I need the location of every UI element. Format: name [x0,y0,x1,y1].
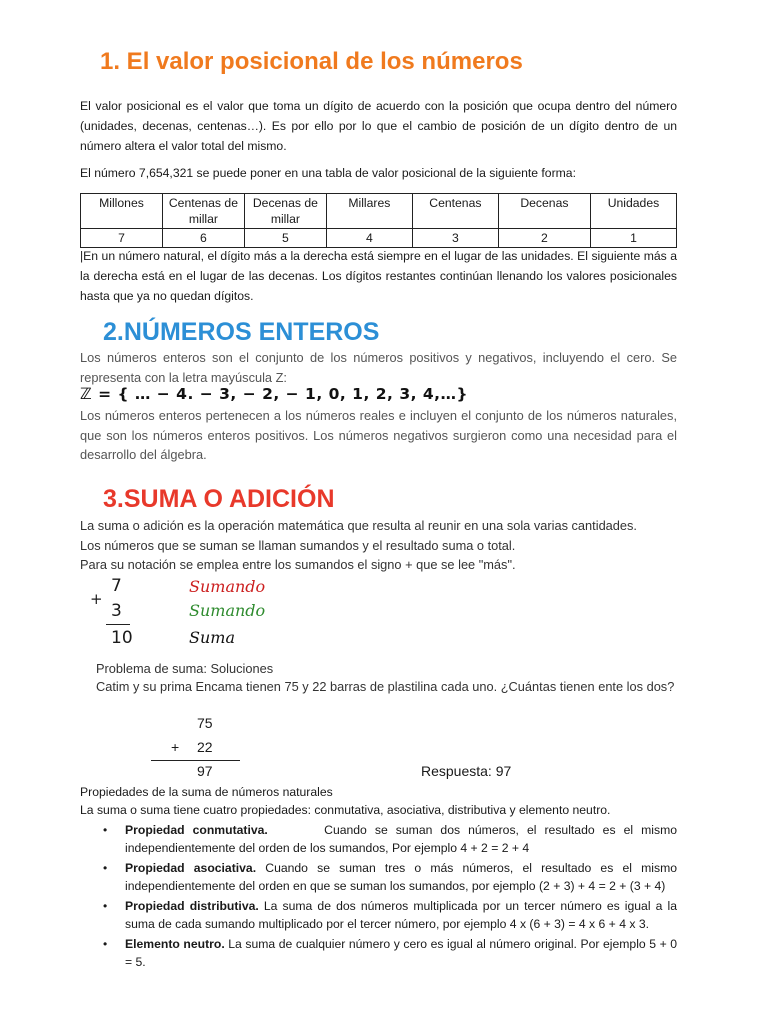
table-header-row [81,194,677,229]
sum-line [106,624,130,625]
problem-plus-sign: + [171,739,180,755]
addend-1-label: Sumando [189,577,266,596]
section-1-paragraph-3: |En un número natural, el dígito más a la derecha está siempre en el lugar de las unidades. El siguiente más a la derecha está en el lugar de las decenas. Los dígitos restantes continúan llenando los valores posicionales hasta que ya no quedan dígitos. [80,249,677,303]
table-value-cell: 3 [412,229,498,248]
table-header-cell: Centenas de millar [162,194,244,229]
property-text: La suma de cualquier número y cero es igual al número original. Por ejemplo 5 + 0 = 5. [125,937,678,969]
section-1-paragraph-1: El valor posicional es el valor que toma un dígito de acuerdo con la posición que ocupa dentro del número (unidades, decenas, centenas…). Es por ello por lo que el cambio de posición de un dígito dentro de un número altera el valor total del mismo. [80,99,677,153]
bullet-icon: • [103,899,108,913]
problem-sum-line [151,760,240,761]
table-header-cell: Unidades [590,194,676,229]
table-value-cell: 5 [244,229,326,248]
property-name: Propiedad asociativa. [125,861,257,875]
table-header-cell: Centenas [412,194,498,229]
problem-result: 97 [197,763,213,779]
addend-2-label: Sumando [189,601,266,620]
property-text: Cuando se suman dos números, el resultado es el mismo independientemente del orden de los sumandos, Por ejemplo 4 + 2 = 2 + 4 [125,823,678,855]
section-3-title: 3.SUMA O ADICIÓN [103,485,335,513]
property-name: Propiedad conmutativa. [125,823,268,837]
problem-answer: Respuesta: 97 [421,763,512,779]
section-3-line-1: La suma o adición es la operación matemática que resulta al reunir en una sola varias cantidades. [80,518,637,533]
properties-title: Propiedades de la suma de números naturales [80,785,333,799]
problem-title: Problema de suma: Soluciones [96,661,274,676]
list-item [80,897,677,933]
table-header-cell: Millares [326,194,412,229]
bullet-icon: • [103,861,108,875]
property-text: La suma de dos números multiplicada por un tercer número es igual a la suma de cada sumando multiplicado por el tercer número, por ejemplo 4 x (6 + 3) = 4 x 6 + 4 x 3. [125,899,677,931]
problem-text: Catim y su prima Encama tienen 75 y 22 barras de plastilina cada uno. ¿Cuántas tienen ente los dos? [96,679,675,694]
section-1-title: 1. El valor posicional de los números [100,48,523,75]
table-header-cell: Decenas [498,194,590,229]
table-value-cell: 1 [590,229,676,248]
section-2-paragraph-2: Los números enteros pertenecen a los números reales e incluyen el conjunto de los números naturales, que son los números enteros positivos. Los números negativos surgieron como una necesidad para el desarrollo del álgebra. [80,408,677,462]
property-text: Cuando se suman tres o más números, el resultado es el mismo independientemente del orden en que se suman los sumandos, por ejemplo (2 + 3) + 4 = 2 + (3 + 4) [125,861,677,893]
table-header-cell: Millones [81,194,163,229]
table-value-cell: 4 [326,229,412,248]
problem-addend-2: 22 [197,739,213,755]
section-1-paragraph-2: El número 7,654,321 se puede poner en una tabla de valor posicional de la siguiente forma: [80,166,576,180]
place-value-table [80,193,677,248]
list-item [80,821,677,857]
section-2-paragraph-1: Los números enteros son el conjunto de los números positivos y negativos, incluyendo el cero. Se representa con la letra mayúscula Z: [80,350,677,385]
bullet-icon: • [103,823,108,837]
table-value-row [81,229,677,248]
bullet-icon: • [103,937,108,951]
section-3-line-3: Para su notación se emplea entre los sumandos el signo + que se lee "más". [80,557,516,572]
section-2-title: 2.NÚMEROS ENTEROS [103,318,380,346]
properties-list [80,821,677,973]
plus-sign: + [90,590,103,608]
table-value-cell: 2 [498,229,590,248]
property-name: Elemento neutro. [125,937,225,951]
addend-2: 3 [111,601,122,621]
table-header-cell: Decenas de millar [244,194,326,229]
sum-label: Suma [189,628,235,647]
addend-1: 7 [111,576,122,596]
table-value-cell: 7 [81,229,163,248]
list-item [80,859,677,895]
section-3-line-2: Los números que se suman se llaman sumandos y el resultado suma o total. [80,538,516,553]
list-item [80,935,677,971]
table-value-cell: 6 [162,229,244,248]
property-name: Propiedad distributiva. [125,899,259,913]
properties-intro: La suma o suma tiene cuatro propiedades: conmutativa, asociativa, distributiva y elemento neutro. [80,803,611,817]
problem-addend-1: 75 [197,715,213,731]
sum-result: 10 [111,628,133,648]
integer-set-notation: ℤ = { … − 4. − 3, − 2, − 1, 0, 1, 2, 3, 4,…} [80,385,469,403]
